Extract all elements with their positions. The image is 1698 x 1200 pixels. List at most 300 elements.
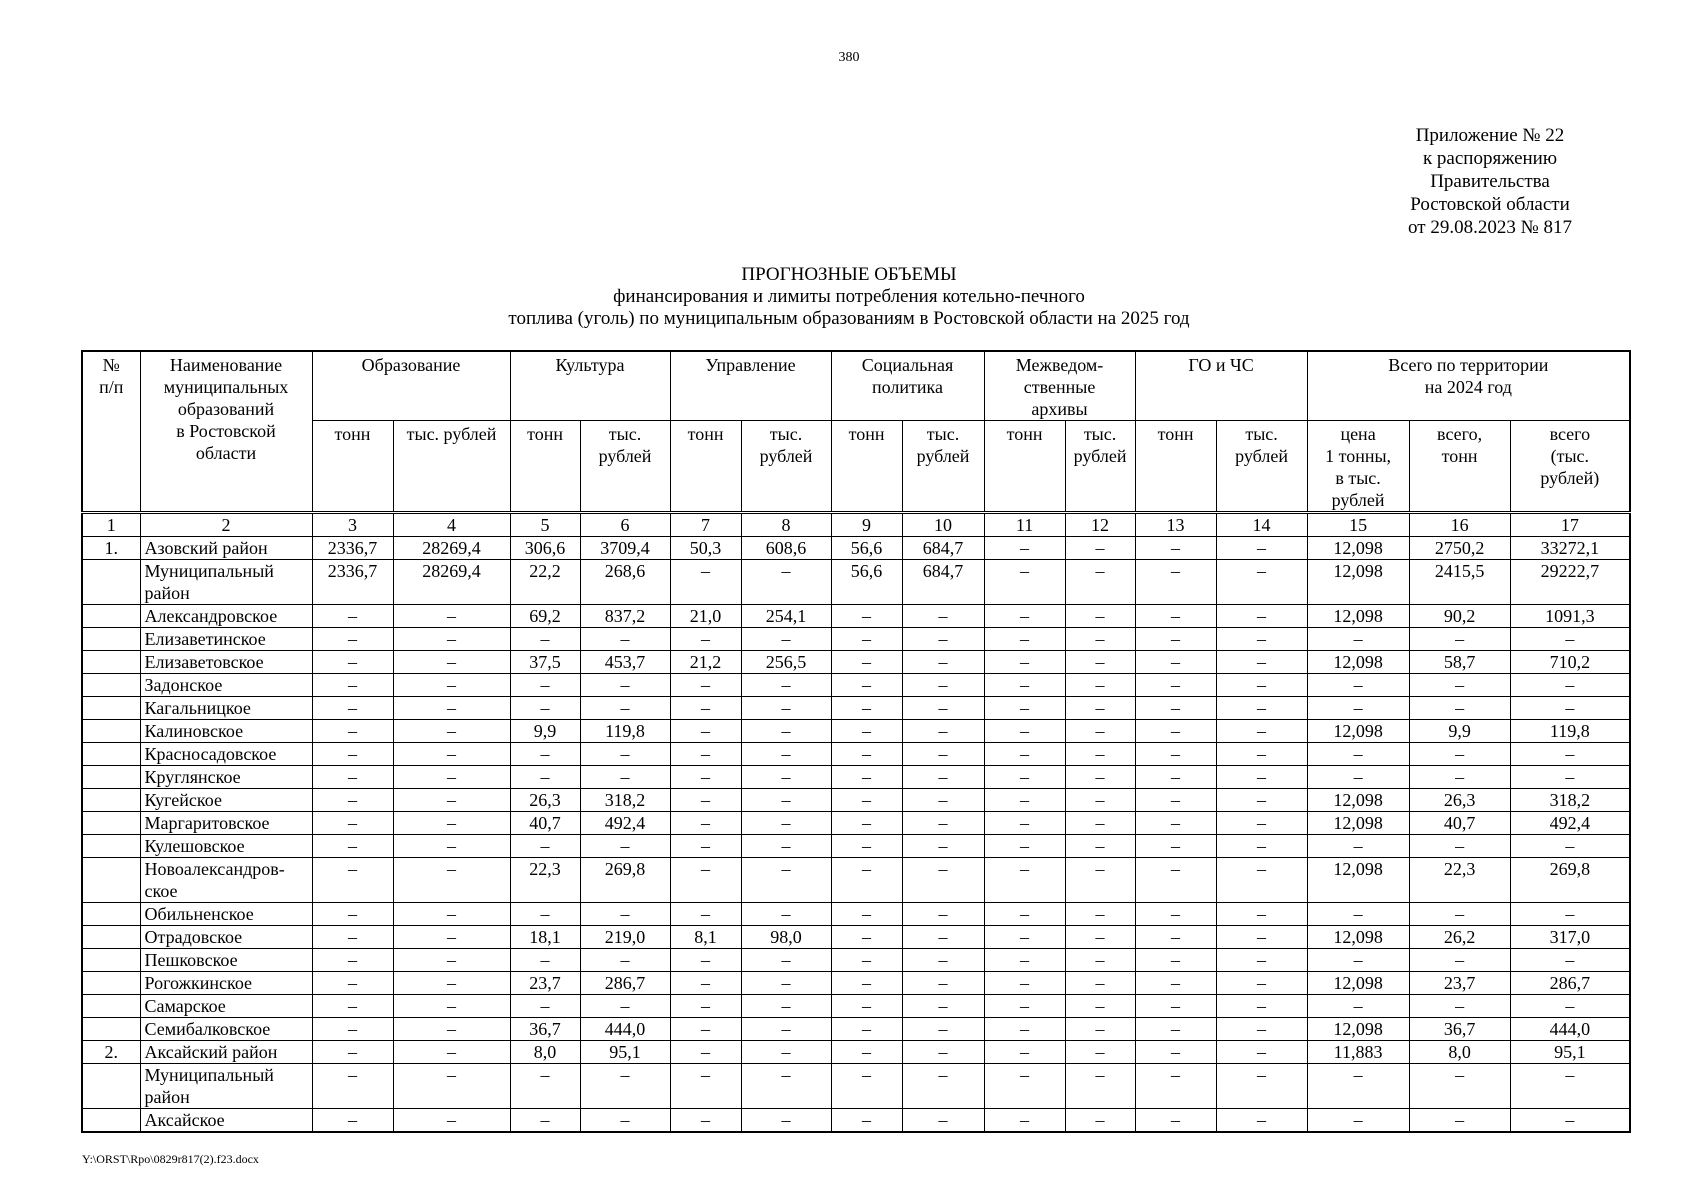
value-cell: –: [670, 858, 741, 903]
header-group-culture: Культура: [510, 351, 670, 421]
municipality-name: Калиновское: [140, 720, 312, 743]
value-cell: –: [984, 789, 1065, 812]
municipality-name: Аксайское: [140, 1109, 312, 1133]
value-cell: 12,098: [1307, 789, 1409, 812]
value-cell: –: [902, 949, 984, 972]
value-cell: –: [902, 789, 984, 812]
value-cell: –: [1065, 812, 1135, 835]
municipality-name: Круглянское: [140, 766, 312, 789]
value-cell: –: [1510, 1064, 1630, 1109]
value-cell: –: [1307, 628, 1409, 651]
header-sub: тыс. рублей: [580, 421, 670, 513]
table-row: [82, 697, 1630, 720]
header-sub: тыс. рублей: [741, 421, 831, 513]
value-cell: –: [1216, 766, 1307, 789]
value-cell: –: [1216, 972, 1307, 995]
value-cell: –: [1065, 789, 1135, 812]
value-cell: –: [1409, 903, 1510, 926]
row-number: [82, 720, 140, 743]
value-cell: 444,0: [580, 1018, 670, 1041]
table-row: [82, 972, 1630, 995]
value-cell: –: [1216, 674, 1307, 697]
table-row: [82, 651, 1630, 674]
value-cell: –: [1065, 766, 1135, 789]
value-cell: –: [1510, 949, 1630, 972]
table-row: [82, 903, 1630, 926]
table-row: [82, 812, 1630, 835]
value-cell: 684,7: [902, 560, 984, 605]
value-cell: –: [1135, 743, 1216, 766]
value-cell: –: [393, 720, 510, 743]
value-cell: 219,0: [580, 926, 670, 949]
value-cell: –: [312, 628, 393, 651]
value-cell: 37,5: [510, 651, 580, 674]
value-cell: –: [1135, 697, 1216, 720]
value-cell: –: [1135, 560, 1216, 605]
value-cell: 269,8: [1510, 858, 1630, 903]
value-cell: –: [984, 835, 1065, 858]
value-cell: –: [1135, 537, 1216, 560]
value-cell: 2415,5: [1409, 560, 1510, 605]
value-cell: –: [580, 835, 670, 858]
value-cell: –: [1216, 1064, 1307, 1109]
value-cell: –: [741, 560, 831, 605]
value-cell: –: [831, 1109, 902, 1133]
value-cell: –: [1135, 1109, 1216, 1133]
value-cell: 12,098: [1307, 858, 1409, 903]
title-line-3: топлива (уголь) по муниципальным образованиям в Ростовской области на 2025 год: [508, 308, 1190, 329]
value-cell: –: [984, 1018, 1065, 1041]
value-cell: –: [1510, 697, 1630, 720]
table-row: [82, 628, 1630, 651]
value-cell: –: [1216, 1109, 1307, 1133]
value-cell: –: [580, 766, 670, 789]
value-cell: 119,8: [580, 720, 670, 743]
value-cell: –: [510, 995, 580, 1018]
municipality-name: Отрадовское: [140, 926, 312, 949]
column-number: 4: [393, 513, 510, 537]
value-cell: –: [1135, 926, 1216, 949]
value-cell: –: [1216, 697, 1307, 720]
value-cell: –: [831, 949, 902, 972]
value-cell: –: [902, 766, 984, 789]
value-cell: –: [1216, 628, 1307, 651]
table-row: [82, 926, 1630, 949]
table-row: [82, 1018, 1630, 1041]
fuel-limits-table: [81, 350, 1631, 1133]
value-cell: –: [670, 1018, 741, 1041]
value-cell: –: [741, 628, 831, 651]
municipality-name: Кагальницкое: [140, 697, 312, 720]
value-cell: –: [580, 674, 670, 697]
value-cell: –: [831, 1041, 902, 1064]
value-cell: –: [393, 835, 510, 858]
appendix-line: Ростовской области: [1410, 194, 1570, 215]
value-cell: –: [312, 972, 393, 995]
value-cell: –: [393, 926, 510, 949]
value-cell: 444,0: [1510, 1018, 1630, 1041]
value-cell: –: [984, 674, 1065, 697]
value-cell: 8,1: [670, 926, 741, 949]
value-cell: –: [1135, 949, 1216, 972]
table-row: [82, 858, 1630, 903]
value-cell: –: [312, 858, 393, 903]
value-cell: –: [1216, 835, 1307, 858]
value-cell: –: [1065, 537, 1135, 560]
header-row-groups: [82, 351, 1630, 421]
row-number: [82, 949, 140, 972]
value-cell: 684,7: [902, 537, 984, 560]
value-cell: –: [984, 858, 1065, 903]
row-number: [82, 903, 140, 926]
header-sub: тонн: [831, 421, 902, 513]
header-group-total: Всего по территории на 2024 год: [1307, 351, 1630, 421]
value-cell: –: [902, 743, 984, 766]
value-cell: –: [312, 697, 393, 720]
value-cell: –: [741, 1109, 831, 1133]
column-number: 8: [741, 513, 831, 537]
value-cell: 9,9: [510, 720, 580, 743]
value-cell: –: [984, 537, 1065, 560]
value-cell: 69,2: [510, 605, 580, 628]
header-sub: всего, тонн: [1409, 421, 1510, 513]
value-cell: –: [984, 720, 1065, 743]
value-cell: –: [670, 766, 741, 789]
value-cell: –: [1216, 605, 1307, 628]
value-cell: 8,0: [1409, 1041, 1510, 1064]
value-cell: 29222,7: [1510, 560, 1630, 605]
value-cell: –: [1065, 674, 1135, 697]
value-cell: –: [1135, 605, 1216, 628]
value-cell: –: [1307, 1064, 1409, 1109]
value-cell: –: [984, 926, 1065, 949]
column-number: 2: [140, 513, 312, 537]
value-cell: –: [510, 766, 580, 789]
value-cell: –: [580, 995, 670, 1018]
value-cell: –: [902, 972, 984, 995]
value-cell: –: [1065, 1041, 1135, 1064]
value-cell: –: [902, 1041, 984, 1064]
value-cell: –: [741, 766, 831, 789]
value-cell: 2336,7: [312, 560, 393, 605]
value-cell: –: [393, 651, 510, 674]
value-cell: 98,0: [741, 926, 831, 949]
municipality-name: Семибалковское: [140, 1018, 312, 1041]
value-cell: –: [902, 697, 984, 720]
value-cell: –: [1135, 858, 1216, 903]
column-number: 1: [82, 513, 140, 537]
value-cell: –: [1216, 812, 1307, 835]
value-cell: –: [580, 743, 670, 766]
municipality-name: Красносадовское: [140, 743, 312, 766]
header-sub: цена 1 тонны, в тыс. рублей: [1307, 421, 1409, 513]
value-cell: –: [580, 697, 670, 720]
value-cell: –: [1135, 628, 1216, 651]
column-number: 13: [1135, 513, 1216, 537]
value-cell: –: [1409, 674, 1510, 697]
value-cell: –: [741, 812, 831, 835]
value-cell: 56,6: [831, 560, 902, 605]
value-cell: –: [984, 628, 1065, 651]
municipality-name: Новоалександров- ское: [140, 858, 312, 903]
value-cell: –: [670, 995, 741, 1018]
value-cell: –: [510, 674, 580, 697]
municipality-name: Самарское: [140, 995, 312, 1018]
value-cell: –: [831, 628, 902, 651]
value-cell: –: [902, 903, 984, 926]
value-cell: –: [1065, 560, 1135, 605]
value-cell: –: [831, 605, 902, 628]
value-cell: –: [902, 926, 984, 949]
row-number: [82, 560, 140, 605]
value-cell: –: [1065, 697, 1135, 720]
value-cell: –: [1065, 995, 1135, 1018]
table-row: [82, 1064, 1630, 1109]
value-cell: –: [670, 812, 741, 835]
value-cell: –: [393, 1064, 510, 1109]
value-cell: –: [1065, 858, 1135, 903]
value-cell: –: [831, 995, 902, 1018]
column-number: 15: [1307, 513, 1409, 537]
value-cell: 26,3: [1409, 789, 1510, 812]
value-cell: –: [1510, 903, 1630, 926]
value-cell: –: [1510, 995, 1630, 1018]
column-number: 7: [670, 513, 741, 537]
value-cell: –: [831, 789, 902, 812]
value-cell: –: [1216, 903, 1307, 926]
value-cell: 12,098: [1307, 560, 1409, 605]
value-cell: 22,2: [510, 560, 580, 605]
value-cell: –: [670, 720, 741, 743]
value-cell: 453,7: [580, 651, 670, 674]
value-cell: –: [510, 1109, 580, 1133]
value-cell: –: [1409, 766, 1510, 789]
value-cell: –: [1216, 995, 1307, 1018]
value-cell: –: [312, 949, 393, 972]
value-cell: –: [741, 789, 831, 812]
value-cell: 58,7: [1409, 651, 1510, 674]
value-cell: –: [1135, 1064, 1216, 1109]
value-cell: 21,2: [670, 651, 741, 674]
table-row: [82, 1109, 1630, 1133]
value-cell: 269,8: [580, 858, 670, 903]
value-cell: 28269,4: [393, 537, 510, 560]
municipality-name: Азовский район: [140, 537, 312, 560]
value-cell: 12,098: [1307, 720, 1409, 743]
value-cell: –: [670, 1041, 741, 1064]
value-cell: –: [984, 903, 1065, 926]
value-cell: –: [984, 743, 1065, 766]
value-cell: –: [312, 766, 393, 789]
value-cell: –: [393, 1041, 510, 1064]
value-cell: –: [1307, 697, 1409, 720]
municipality-name: Кулешовское: [140, 835, 312, 858]
value-cell: –: [1307, 743, 1409, 766]
value-cell: –: [1307, 766, 1409, 789]
value-cell: –: [831, 812, 902, 835]
value-cell: –: [1510, 835, 1630, 858]
header-group-education: Образование: [312, 351, 510, 421]
column-number: 3: [312, 513, 393, 537]
value-cell: –: [1510, 743, 1630, 766]
row-number: [82, 972, 140, 995]
column-number: 5: [510, 513, 580, 537]
column-number: 9: [831, 513, 902, 537]
value-cell: 90,2: [1409, 605, 1510, 628]
value-cell: –: [831, 858, 902, 903]
value-cell: –: [393, 903, 510, 926]
value-cell: 3709,4: [580, 537, 670, 560]
municipality-name: Задонское: [140, 674, 312, 697]
table-row: [82, 720, 1630, 743]
value-cell: –: [984, 560, 1065, 605]
value-cell: –: [1307, 903, 1409, 926]
municipality-name: Муниципальный район: [140, 1064, 312, 1109]
header-sub: тыс. рублей: [902, 421, 984, 513]
header-sub: тыс. рублей: [393, 421, 510, 513]
value-cell: –: [831, 1018, 902, 1041]
column-number: 12: [1065, 513, 1135, 537]
value-cell: –: [831, 674, 902, 697]
value-cell: 318,2: [580, 789, 670, 812]
value-cell: –: [1065, 743, 1135, 766]
value-cell: –: [1065, 651, 1135, 674]
column-number: 10: [902, 513, 984, 537]
municipality-name: Аксайский район: [140, 1041, 312, 1064]
value-cell: 12,098: [1307, 537, 1409, 560]
value-cell: –: [1409, 1109, 1510, 1133]
value-cell: –: [580, 1109, 670, 1133]
value-cell: –: [1135, 1018, 1216, 1041]
value-cell: 23,7: [510, 972, 580, 995]
value-cell: –: [510, 697, 580, 720]
value-cell: –: [984, 1064, 1065, 1109]
value-cell: –: [902, 1064, 984, 1109]
municipality-name: Муниципальный район: [140, 560, 312, 605]
header-sub: тыс. рублей: [1065, 421, 1135, 513]
value-cell: –: [1135, 995, 1216, 1018]
value-cell: –: [741, 903, 831, 926]
column-number: 6: [580, 513, 670, 537]
value-cell: –: [510, 903, 580, 926]
appendix-line: Правительства: [1430, 171, 1550, 192]
value-cell: 286,7: [580, 972, 670, 995]
value-cell: –: [741, 835, 831, 858]
row-number: [82, 697, 140, 720]
value-cell: –: [741, 995, 831, 1018]
value-cell: 26,2: [1409, 926, 1510, 949]
row-number: [82, 651, 140, 674]
municipality-name: Обильненское: [140, 903, 312, 926]
row-number: [82, 835, 140, 858]
value-cell: 95,1: [1510, 1041, 1630, 1064]
table-row: [82, 605, 1630, 628]
value-cell: –: [902, 605, 984, 628]
value-cell: 26,3: [510, 789, 580, 812]
value-cell: 50,3: [670, 537, 741, 560]
value-cell: –: [393, 766, 510, 789]
value-cell: –: [312, 1109, 393, 1133]
header-group-management: Управление: [670, 351, 831, 421]
value-cell: 23,7: [1409, 972, 1510, 995]
municipality-name: Елизаветовское: [140, 651, 312, 674]
value-cell: –: [670, 972, 741, 995]
value-cell: 56,6: [831, 537, 902, 560]
table-row: [82, 1041, 1630, 1064]
value-cell: –: [312, 720, 393, 743]
value-cell: –: [393, 858, 510, 903]
value-cell: –: [312, 926, 393, 949]
value-cell: 12,098: [1307, 972, 1409, 995]
value-cell: –: [312, 1041, 393, 1064]
row-number: [82, 674, 140, 697]
value-cell: –: [1307, 1109, 1409, 1133]
column-number: 16: [1409, 513, 1510, 537]
value-cell: –: [393, 812, 510, 835]
page-number: 380: [838, 50, 860, 65]
value-cell: –: [831, 835, 902, 858]
column-number: 14: [1216, 513, 1307, 537]
column-numbers-row: [82, 513, 1630, 537]
value-cell: 22,3: [510, 858, 580, 903]
value-cell: –: [580, 949, 670, 972]
file-path-footer: Y:\ORST\Rpo\0829r817(2).f23.docx: [82, 1152, 259, 1166]
value-cell: –: [580, 628, 670, 651]
value-cell: –: [393, 1109, 510, 1133]
value-cell: 256,5: [741, 651, 831, 674]
value-cell: –: [1065, 835, 1135, 858]
value-cell: –: [670, 789, 741, 812]
value-cell: 12,098: [1307, 651, 1409, 674]
table-row: [82, 766, 1630, 789]
row-number: [82, 1064, 140, 1109]
value-cell: –: [1216, 926, 1307, 949]
value-cell: 286,7: [1510, 972, 1630, 995]
value-cell: –: [741, 972, 831, 995]
value-cell: –: [1135, 789, 1216, 812]
value-cell: –: [741, 674, 831, 697]
value-cell: –: [902, 835, 984, 858]
value-cell: 18,1: [510, 926, 580, 949]
value-cell: 837,2: [580, 605, 670, 628]
value-cell: –: [312, 605, 393, 628]
value-cell: –: [1216, 1018, 1307, 1041]
value-cell: –: [902, 812, 984, 835]
value-cell: –: [1307, 835, 1409, 858]
value-cell: –: [670, 903, 741, 926]
value-cell: –: [670, 560, 741, 605]
table-row: [82, 743, 1630, 766]
municipality-name: Пешковское: [140, 949, 312, 972]
value-cell: –: [510, 628, 580, 651]
value-cell: –: [1216, 949, 1307, 972]
header-group-civil-defense: ГО и ЧС: [1135, 351, 1307, 421]
value-cell: –: [670, 949, 741, 972]
value-cell: –: [1065, 1109, 1135, 1133]
value-cell: –: [984, 995, 1065, 1018]
value-cell: –: [670, 835, 741, 858]
value-cell: –: [1135, 1041, 1216, 1064]
value-cell: –: [1307, 995, 1409, 1018]
header-group-social: Социальная политика: [831, 351, 984, 421]
column-number: 17: [1510, 513, 1630, 537]
value-cell: –: [1216, 1041, 1307, 1064]
value-cell: –: [1216, 560, 1307, 605]
value-cell: –: [831, 766, 902, 789]
value-cell: –: [902, 1018, 984, 1041]
document-title: [0, 264, 1698, 330]
value-cell: –: [741, 743, 831, 766]
